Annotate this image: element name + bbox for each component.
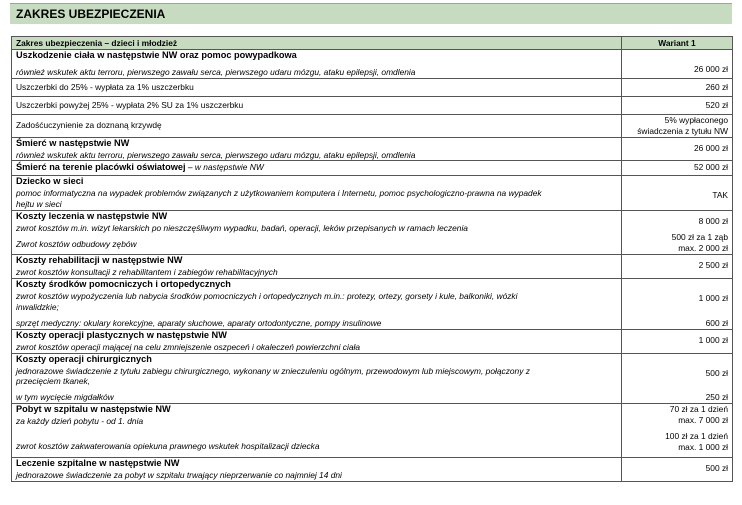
row-description: zwrot kosztów wypożyczenia lub nabycia środków pomocniczych i ortopedycznych m.in.: protezy, ortezy, gorsety i kule, balkoniki, wózki xyxy=(16,290,518,301)
row-value: 2 500 zł xyxy=(698,259,728,270)
row-value: 26 000 zł xyxy=(694,64,728,74)
row-title: Koszty rehabilitacji w następstwie NW xyxy=(16,254,183,265)
coverage-table xyxy=(11,36,733,482)
table-row xyxy=(12,211,733,255)
subrow-label: Uszczerbki do 25% - wypłata za 1% uszczerbku xyxy=(16,81,194,92)
header-scope: Zakres ubezpieczenia – dzieci i młodzież xyxy=(12,37,622,50)
row-title: Koszty operacji plastycznych w następstwie NW xyxy=(16,329,227,340)
row-value: 500 zł xyxy=(705,463,728,474)
row-title: Śmierć na terenie placówki oświatowej xyxy=(16,162,186,173)
subrow-value: 5% wypłaconego xyxy=(664,114,728,125)
row-value: 1 000 zł xyxy=(698,292,728,303)
subrow-label: Zadośćuczynienie za doznaną krzywdę xyxy=(16,119,162,130)
subrow-label: Zwrot kosztów odbudowy zębów xyxy=(16,239,137,250)
subrow-value: 250 zł xyxy=(705,392,728,403)
row-description: inwalidzkie; xyxy=(16,301,59,312)
table-subrow xyxy=(12,78,733,96)
header-variant: Wariant 1 xyxy=(622,37,733,50)
row-description: zwrot kosztów m.in. wizyt lekarskich po nieszczęśliwym wypadku, badań, operacji, leków przepisanych w ramach leczenia xyxy=(16,223,468,234)
row-title-suffix: – w następstwie NW xyxy=(185,162,264,173)
table-row xyxy=(12,353,733,404)
row-value: 8 000 zł xyxy=(698,216,728,227)
row-title: Koszty leczenia w następstwie NW xyxy=(16,211,168,222)
subrow-label: zwrot kosztów zakwaterowania opiekuna prawnego wskutek hospitalizacji dziecka xyxy=(16,441,320,452)
subrow-label: w tym wycięcie migdałków xyxy=(16,392,114,403)
subrow-value: max. 2 000 zł xyxy=(678,243,728,254)
row-description: za każdy dzień pobytu - od 1. dnia xyxy=(16,416,144,427)
subrow-value: 600 zł xyxy=(705,317,728,328)
table-row xyxy=(12,137,733,161)
row-description: jednorazowe świadczenie za pobyt w szpitalu trwający nieprzerwanie co najmniej 14 dni xyxy=(16,470,342,481)
row-description: jednorazowe świadczenie z tytułu zabiegu chirurgicznego, wykonany w znieczuleniu ogólnym, przewodowym lub miejscowym, połączony z xyxy=(16,365,530,376)
row-title: Koszty środków pomocniczych i ortopedycznych xyxy=(16,278,231,289)
subrow-value: 260 zł xyxy=(705,81,728,92)
row-description: również wskutek aktu terroru, pierwszego zawału serca, pierwszego udaru mózgu, ataku epilepsji, omdlenia xyxy=(16,149,416,160)
table-row xyxy=(12,329,733,353)
table-row xyxy=(12,254,733,278)
row-title: Leczenie szpitalne w następstwie NW xyxy=(16,458,180,469)
table-row xyxy=(12,404,733,458)
subrow-value: 520 zł xyxy=(705,99,728,110)
row-value: 26 000 zł xyxy=(694,142,728,153)
row-value: 500 zł xyxy=(705,367,728,378)
row-value: max. 7 000 zł xyxy=(678,415,728,426)
table-row xyxy=(12,50,733,79)
row-description: przecięciem tkanek, xyxy=(16,376,91,387)
subrow-label: sprzęt medyczny: okulary korekcyjne, aparaty słuchowe, aparaty ortodontyczne, pompy insulinowe xyxy=(16,317,382,328)
row-value: 52 000 zł xyxy=(694,162,728,173)
table-row xyxy=(12,458,733,482)
subrow-value: świadczenia z tytułu NW xyxy=(637,125,728,136)
row-description: również wskutek aktu terroru, pierwszego zawału serca, pierwszego udaru mózgu, ataku epilepsji, omdlenia xyxy=(16,66,416,77)
row-value: 70 zł za 1 dzień xyxy=(669,404,728,415)
row-title: Śmierć w następstwie NW xyxy=(16,137,130,148)
row-description: zwrot kosztów konsultacji z rehabilitantem i zabiegów rehabilitacyjnych xyxy=(16,266,278,277)
table-subrow xyxy=(12,96,733,114)
section-title: ZAKRES UBEZPIECZENIA xyxy=(10,3,732,24)
subrow-value: max. 1 000 zł xyxy=(678,442,728,453)
row-description: pomoc informatyczna na wypadek problemów związanych z użytkowaniem komputera i Internetu, pomoc psychologiczno-prawna na wypadek xyxy=(16,188,542,199)
table-row xyxy=(12,278,733,329)
row-value: TAK xyxy=(712,190,728,201)
subrow-label: Uszczerbki powyżej 25% - wypłata 2% SU za 1% uszczerbku xyxy=(16,99,244,110)
table-row xyxy=(12,176,733,211)
row-description: zwrot kosztów operacji mającej na celu zmniejszenie oszpeceń i okaleczeń powierzchni ciała xyxy=(16,341,361,352)
table-subrow xyxy=(12,114,733,137)
row-description: hejtu w sieci xyxy=(16,199,62,210)
row-value: 1 000 zł xyxy=(698,334,728,345)
row-title: Dziecko w sieci xyxy=(16,176,84,187)
table-header-row xyxy=(12,37,733,50)
table-row xyxy=(12,161,733,176)
subrow-value: 500 zł za 1 ząb xyxy=(671,232,728,243)
row-title: Uszkodzenie ciała w następstwie NW oraz pomoc powypadkowa xyxy=(16,50,297,60)
row-title: Pobyt w szpitalu w następstwie NW xyxy=(16,404,171,415)
subrow-value: 100 zł za 1 dzień xyxy=(665,431,728,442)
row-title: Koszty operacji chirurgicznych xyxy=(16,353,152,364)
